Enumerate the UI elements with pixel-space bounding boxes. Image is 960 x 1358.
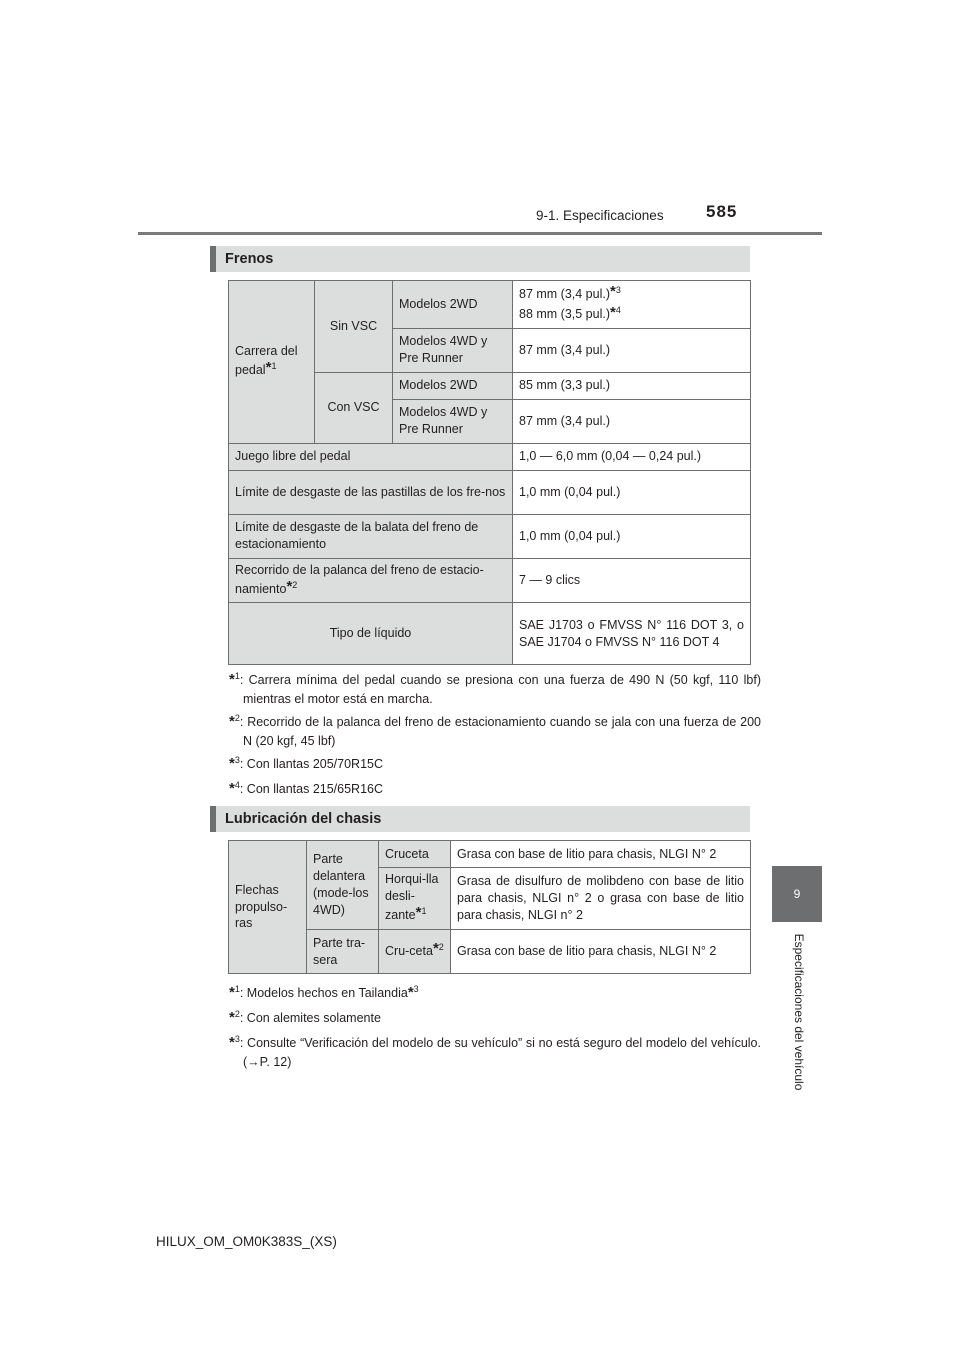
sin-4wd-label: Modelos 4WD y Pre Runner <box>393 328 513 372</box>
section-heading: 9-1. Especificaciones <box>536 208 664 223</box>
fn3-text: : Con llantas 205/70R15C <box>239 757 384 772</box>
fn1-text: : Carrera mínima del pedal cuando se presiona con una fuerza de 490 N (50 kgf, 110 lbf) mientras el motor está en marcha. <box>239 673 761 707</box>
liquido-label: Tipo de líquido <box>229 603 513 665</box>
lub-footnote-2: *$^2$: Con alemites solamente <box>229 1009 381 1027</box>
cruceta-trasera-label: Cru-ceta <box>385 944 433 959</box>
balata-value: 1,0 mm (0,04 pul.) <box>513 514 751 558</box>
cruceta-trasera-grasa: Grasa con base de litio para chasis, NLGI N° 2 <box>451 930 751 974</box>
horquilla-grasa: Grasa de disulfuro de molibdeno con base de litio para chasis, NLGI n° 2 o grasa con base de litio para chasis, NLGI n° 2 <box>451 868 751 930</box>
page-number: 585 <box>706 202 738 221</box>
frenos-title: Frenos <box>210 246 750 272</box>
lub-fn3-text: : Consulte “Verificación del modelo de su vehículo” si no está seguro del modelo del vehículo. (→P. 12) <box>239 1036 761 1070</box>
sin-2wd-value: 87 mm (3,4 pul.)*$^3$ 88 mm (3,5 pul.)*$^4$ <box>513 281 751 329</box>
carrera-note: 1 <box>271 361 277 372</box>
chapter-side-label: Especificaciones del vehículo <box>792 933 806 1091</box>
sin-4wd-value: 87 mm (3,4 pul.) <box>513 328 751 372</box>
fn2-text: : Recorrido de la palanca del freno de estacionamiento cuando se jala con una fuerza de 200 N (20 kgf, 45 lbf) <box>239 715 761 749</box>
carrera-label: Carrera del pedal <box>235 344 298 378</box>
fn3-num: 3 <box>234 755 240 765</box>
manual-code: HILUX_OM_OM0K383S_(XS) <box>156 1234 337 1249</box>
sin-vsc-cell: Sin VSC <box>315 281 393 373</box>
frenos-footnote-2: *$^2$: Recorrido de la palanca del freno de estacionamiento cuando se jala con una fuerza de 200 N (20 kgf, 45 lbf) <box>229 713 761 749</box>
lub-fn1-text: : Modelos hechos en Tailandia <box>239 986 408 1001</box>
flechas-cell: Flechas propulso-ras <box>229 841 307 974</box>
header-rule <box>138 232 822 235</box>
lubricacion-title: Lubricación del chasis <box>210 806 750 832</box>
lub-footnote-1: *$^1$: Modelos hechos en Tailandia*$^3$ <box>229 984 419 1002</box>
lub-footnote-3: *$^3$: Consulte “Verificación del modelo de su vehículo” si no está seguro del modelo del vehículo. (→P. 12) <box>229 1034 761 1070</box>
frenos-footnote-1: *$^1$: Carrera mínima del pedal cuando se presiona con una fuerza de 490 N (50 kgf, 110 lbf) mientras el motor está en marcha. <box>229 671 761 707</box>
lub-fn3-num: 3 <box>234 1034 240 1044</box>
palanca-note: 2 <box>292 579 298 590</box>
fn2-num: 2 <box>234 713 240 723</box>
horquilla-cell: Horqui-lla desli-zante*$^1$ <box>379 868 451 930</box>
sin-2wd-value-2: 88 mm (3,5 pul.) <box>519 307 611 322</box>
carrera-del-pedal-cell: Carrera del pedal*$^1$ <box>229 281 315 444</box>
pastillas-label: Límite de desgaste de las pastillas de los fre-nos <box>229 470 513 514</box>
frenos-footnote-4: *$^4$: Con llantas 215/65R16C <box>229 780 384 798</box>
horquilla-note: 1 <box>421 906 427 917</box>
cruceta-cell: Cruceta <box>379 841 451 868</box>
chapter-tab: 9 <box>772 866 822 922</box>
palanca-cell: Recorrido de la palanca del freno de estacio-namiento*$^2$ <box>229 558 513 602</box>
sin-2wd-note-2: 4 <box>615 305 621 316</box>
sin-2wd-label: Modelos 2WD <box>393 281 513 329</box>
juego-libre-value: 1,0 — 6,0 mm (0,04 — 0,24 pul.) <box>513 443 751 470</box>
cruceta-grasa: Grasa con base de litio para chasis, NLGI N° 2 <box>451 841 751 868</box>
parte-trasera-cell: Parte tra-sera <box>307 930 379 974</box>
balata-label: Límite de desgaste de la balata del freno de estacionamiento <box>229 514 513 558</box>
lub-fn2-num: 2 <box>234 1009 240 1019</box>
frenos-table <box>228 280 751 665</box>
sin-2wd-note-1: 3 <box>615 285 621 295</box>
sin-2wd-value-1: 87 mm (3,4 pul.) <box>519 287 611 302</box>
palanca-label: Recorrido de la palanca del freno de estacio-namiento <box>235 562 484 596</box>
horquilla-label: Horqui-lla desli-zante <box>385 872 439 923</box>
cruceta-trasera-note: 2 <box>438 942 444 953</box>
pastillas-value: 1,0 mm (0,04 pul.) <box>513 470 751 514</box>
frenos-footnote-3: *$^3$: Con llantas 205/70R15C <box>229 755 384 773</box>
fn1-num: 1 <box>234 671 240 681</box>
lub-fn1-ref: 3 <box>413 984 419 994</box>
con-2wd-label: Modelos 2WD <box>393 372 513 399</box>
palanca-value: 7 — 9 clics <box>513 558 751 602</box>
fn4-num: 4 <box>234 780 240 790</box>
liquido-value: SAE J1703 o FMVSS N° 116 DOT 3, o SAE J1704 o FMVSS N° 116 DOT 4 <box>513 603 751 665</box>
con-vsc-cell: Con VSC <box>315 372 393 443</box>
con-4wd-label: Modelos 4WD y Pre Runner <box>393 399 513 443</box>
parte-delantera-cell: Parte delantera (mode-los 4WD) <box>307 841 379 930</box>
cruceta-trasera-cell: Cru-ceta*$^2$ <box>379 930 451 974</box>
con-2wd-value: 85 mm (3,3 pul.) <box>513 372 751 399</box>
lubricacion-table <box>228 840 751 974</box>
con-4wd-value: 87 mm (3,4 pul.) <box>513 399 751 443</box>
juego-libre-label: Juego libre del pedal <box>229 443 513 470</box>
fn4-text: : Con llantas 215/65R16C <box>239 782 384 797</box>
lub-fn2-text: : Con alemites solamente <box>239 1011 381 1026</box>
lub-fn1-num: 1 <box>234 984 240 994</box>
